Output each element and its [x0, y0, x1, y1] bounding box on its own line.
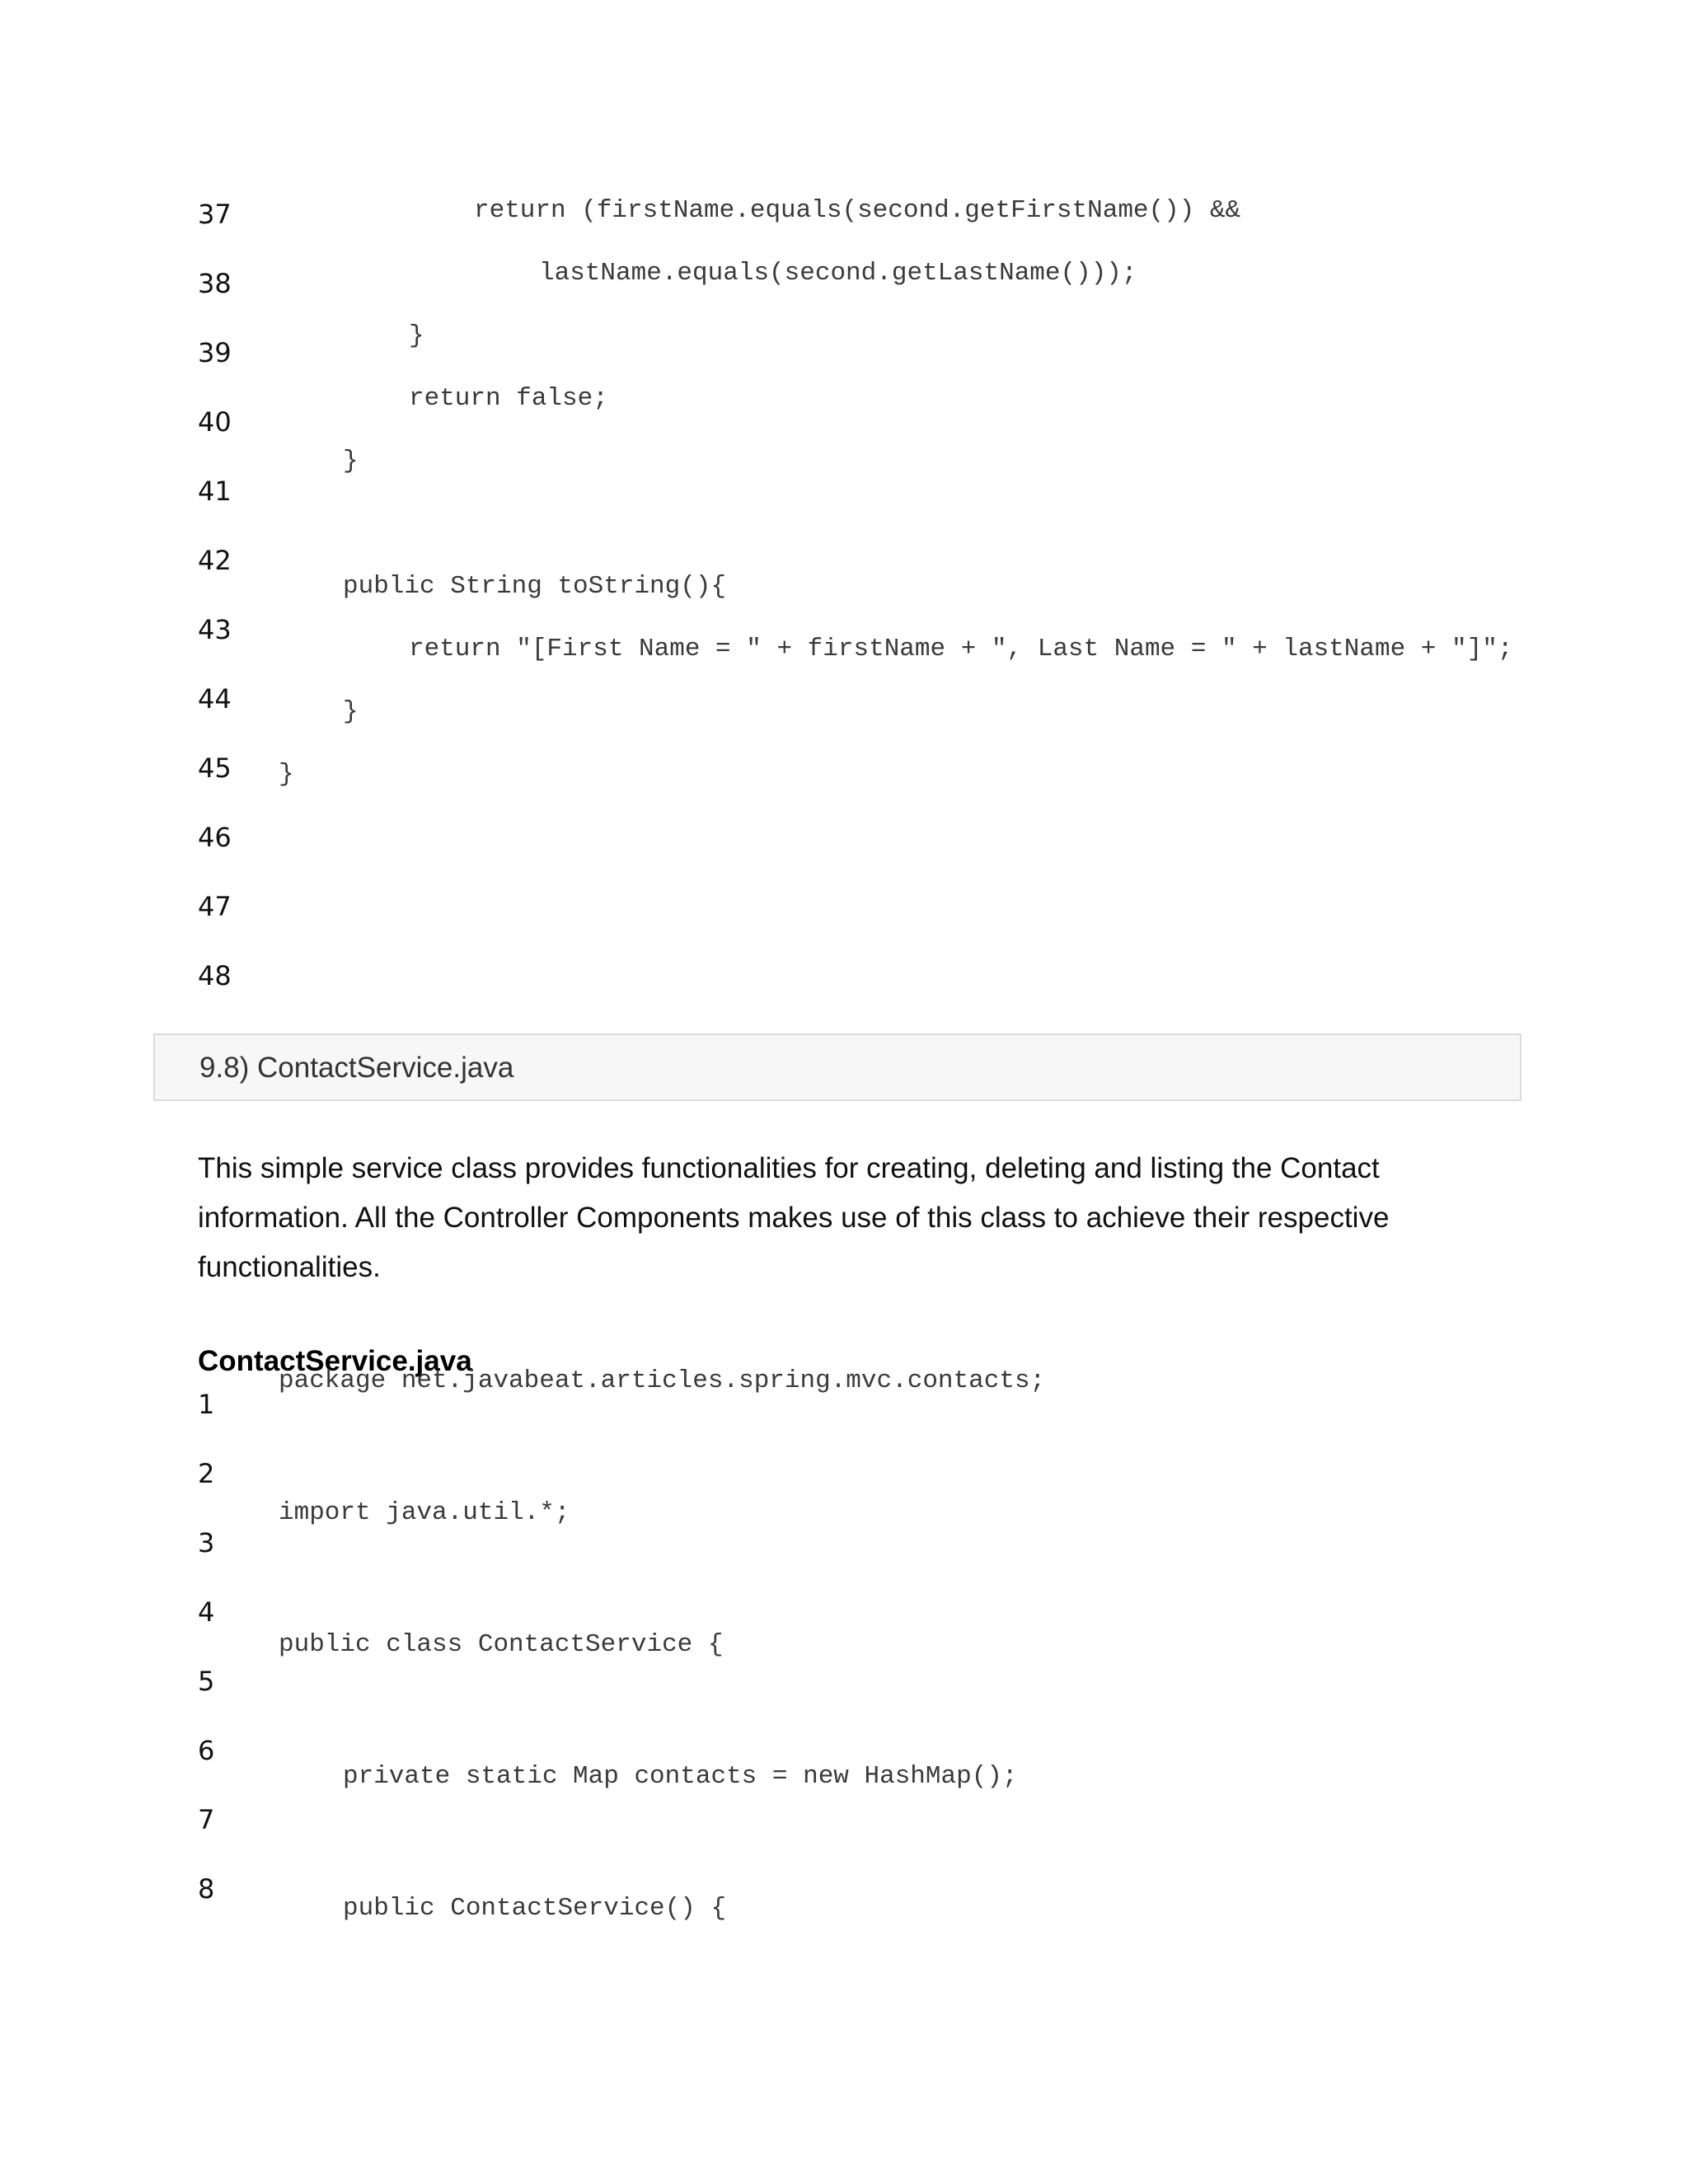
code-line: private static Map contacts = new HashMap();	[343, 1762, 1018, 1791]
code-line: }	[409, 321, 424, 350]
code-line: import java.util.*;	[279, 1498, 570, 1527]
section-title: 9.8) ContactService.java	[199, 1052, 514, 1084]
code-line: }	[343, 447, 359, 476]
line-number: 4	[198, 1596, 215, 1628]
code-line: }	[279, 760, 294, 789]
code-line: return "[First Name = " + firstName + ", Last Name = " + lastName + "]";	[409, 635, 1513, 663]
line-number: 48	[198, 960, 232, 991]
paragraph-line: information. All the Controller Components makes use of this class to achieve their respective	[198, 1202, 1390, 1234]
line-number: 47	[198, 891, 232, 922]
line-number: 46	[198, 822, 232, 853]
line-number: 42	[198, 545, 232, 576]
line-number: 41	[198, 476, 232, 507]
code-line: lastName.equals(second.getLastName()));	[539, 259, 1137, 288]
line-number: 3	[198, 1527, 215, 1558]
code-line: }	[343, 697, 359, 726]
line-number: 1	[198, 1389, 215, 1420]
line-number: 45	[198, 752, 232, 784]
line-number: 2	[198, 1458, 215, 1489]
line-number: 7	[198, 1804, 215, 1835]
line-number: 39	[198, 337, 232, 368]
paragraph-line: This simple service class provides functionalities for creating, deleting and listing the Contact	[198, 1152, 1380, 1184]
code-line: package net.javabeat.articles.spring.mvc.contacts;	[279, 1366, 1046, 1395]
code-line: public class ContactService {	[279, 1630, 724, 1659]
description-paragraph	[198, 1144, 1484, 1292]
code-line: public ContactService() {	[343, 1894, 727, 1923]
line-number: 40	[198, 406, 232, 438]
code-line: return (firstName.equals(second.getFirstName()) &&	[474, 196, 1241, 225]
line-number: 38	[198, 268, 232, 299]
file-heading: ContactService.java	[198, 1345, 472, 1377]
section-header	[153, 1033, 1522, 1101]
code-line: return false;	[409, 384, 608, 413]
line-number: 6	[198, 1735, 215, 1766]
line-number: 37	[198, 199, 232, 230]
paragraph-line: functionalities.	[198, 1251, 381, 1283]
line-number: 43	[198, 614, 232, 645]
line-number: 5	[198, 1666, 215, 1697]
code-line: public String toString(){	[343, 572, 727, 601]
line-number: 44	[198, 683, 232, 715]
line-number: 8	[198, 1873, 215, 1905]
